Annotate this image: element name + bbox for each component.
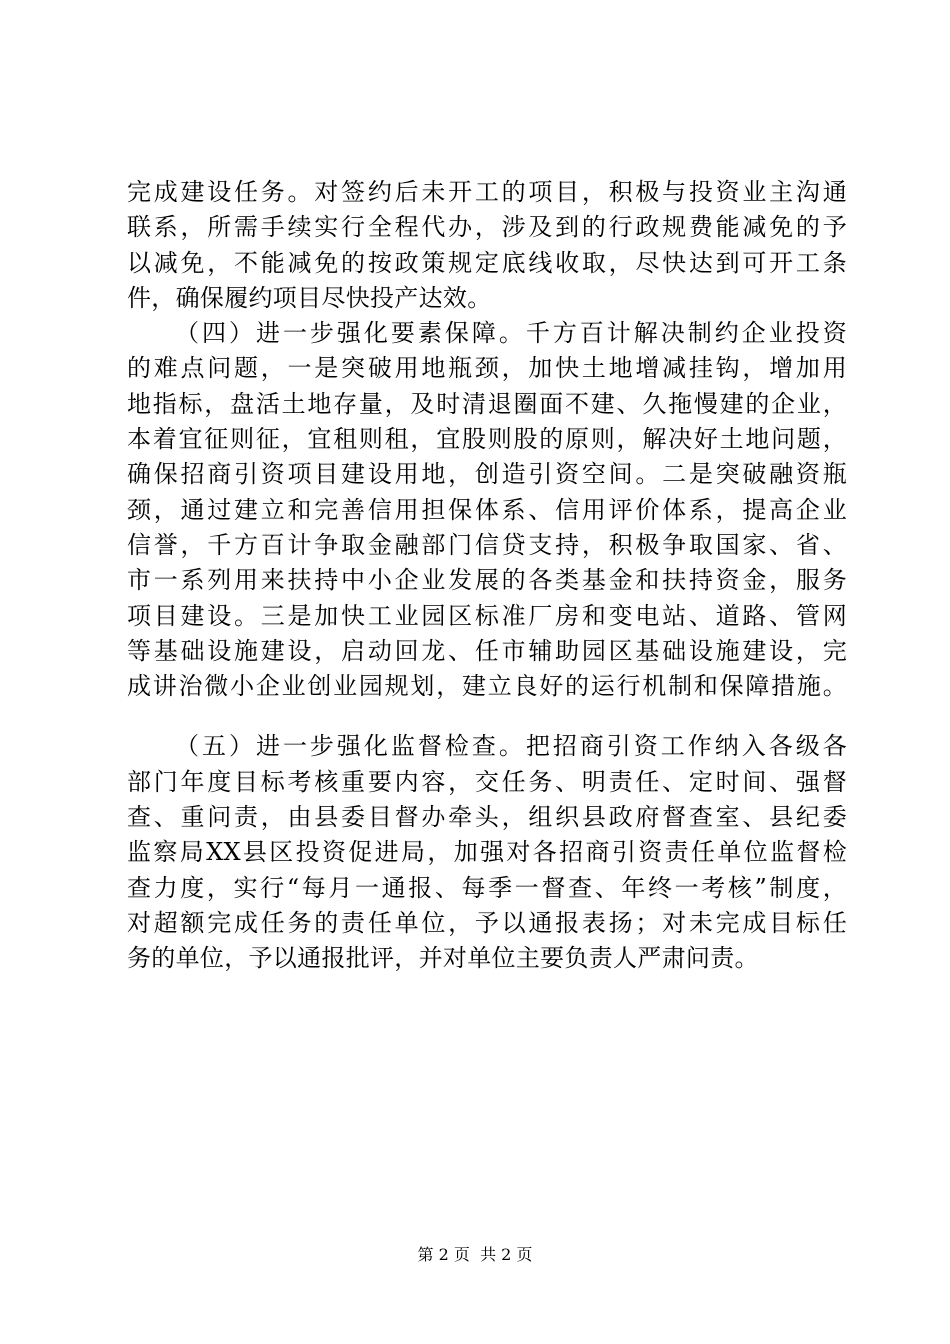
text-line: 件，确保履约项目尽快投产达效。 — [127, 283, 492, 312]
paragraph-continuation — [127, 175, 847, 316]
text-line: （四）进一步强化要素保障。千方百计解决制约企业投资 — [175, 319, 847, 348]
text-line: 监察局XX县区投资促进局，加强对各招商引资责任单位监督检 — [127, 838, 847, 867]
text-line: 完成建设任务。对签约后未开工的项目，积极与投资业主沟通 — [127, 178, 847, 206]
text-line: （五）进一步强化监督检查。把招商引资工作纳入各级各 — [175, 732, 847, 761]
text-line: 的难点问题，一是突破用地瓶颈，加快土地增减挂钩，增加用 — [127, 354, 847, 383]
text-line: 务的单位，予以通报批评，并对单位主要负责人严肃问责。 — [127, 944, 759, 973]
text-line: 成讲治微小企业创业园规划，建立良好的运行机制和保障措施。 — [127, 672, 847, 701]
text-line: 查、重问责，由县委目督办牵头，组织县政府督查室、县纪委 — [127, 803, 847, 832]
text-line: 市一系列用来扶持中小企业发展的各类基金和扶持资金，服务 — [127, 566, 847, 595]
text-line: 信誉，千方百计争取金融部门信贷支持，积极争取国家、省、 — [127, 530, 847, 559]
paragraph-section-4 — [127, 316, 847, 704]
text-line: 对超额完成任务的责任单位，予以通报表扬；对未完成目标任 — [127, 908, 847, 937]
text-line: 本着宜征则征，宜租则租，宜股则股的原则，解决好土地问题， — [127, 425, 847, 454]
text-line: 以减免，不能减免的按政策规定底线收取，尽快达到可开工条 — [127, 248, 847, 277]
text-line: 项目建设。三是加快工业园区标准厂房和变电站、道路、管网 — [127, 601, 847, 630]
document-body — [127, 175, 847, 977]
text-line: 联系，所需手续实行全程代办，涉及到的行政规费能减免的予 — [127, 213, 847, 242]
text-line: 地指标，盘活土地存量，及时清退圈面不建、久拖慢建的企业， — [127, 389, 847, 418]
paragraph-section-5 — [127, 729, 847, 976]
text-line: 颈，通过建立和完善信用担保体系、信用评价体系，提高企业 — [127, 495, 847, 524]
text-line: 查力度，实行“每月一通报、每季一督查、年终一考核”制度， — [127, 873, 847, 902]
page-number-footer: 第 2 页 共 2 页 — [417, 1245, 533, 1264]
text-line: 等基础设施建设，启动回龙、任市辅助园区基础设施建设，完 — [127, 636, 847, 665]
text-line: 部门年度目标考核重要内容，交任务、明责任、定时间、强督 — [127, 767, 847, 796]
text-line: 确保招商引资项目建设用地，创造引资空间。二是突破融资瓶 — [127, 460, 847, 489]
paragraph-gap — [127, 704, 847, 729]
